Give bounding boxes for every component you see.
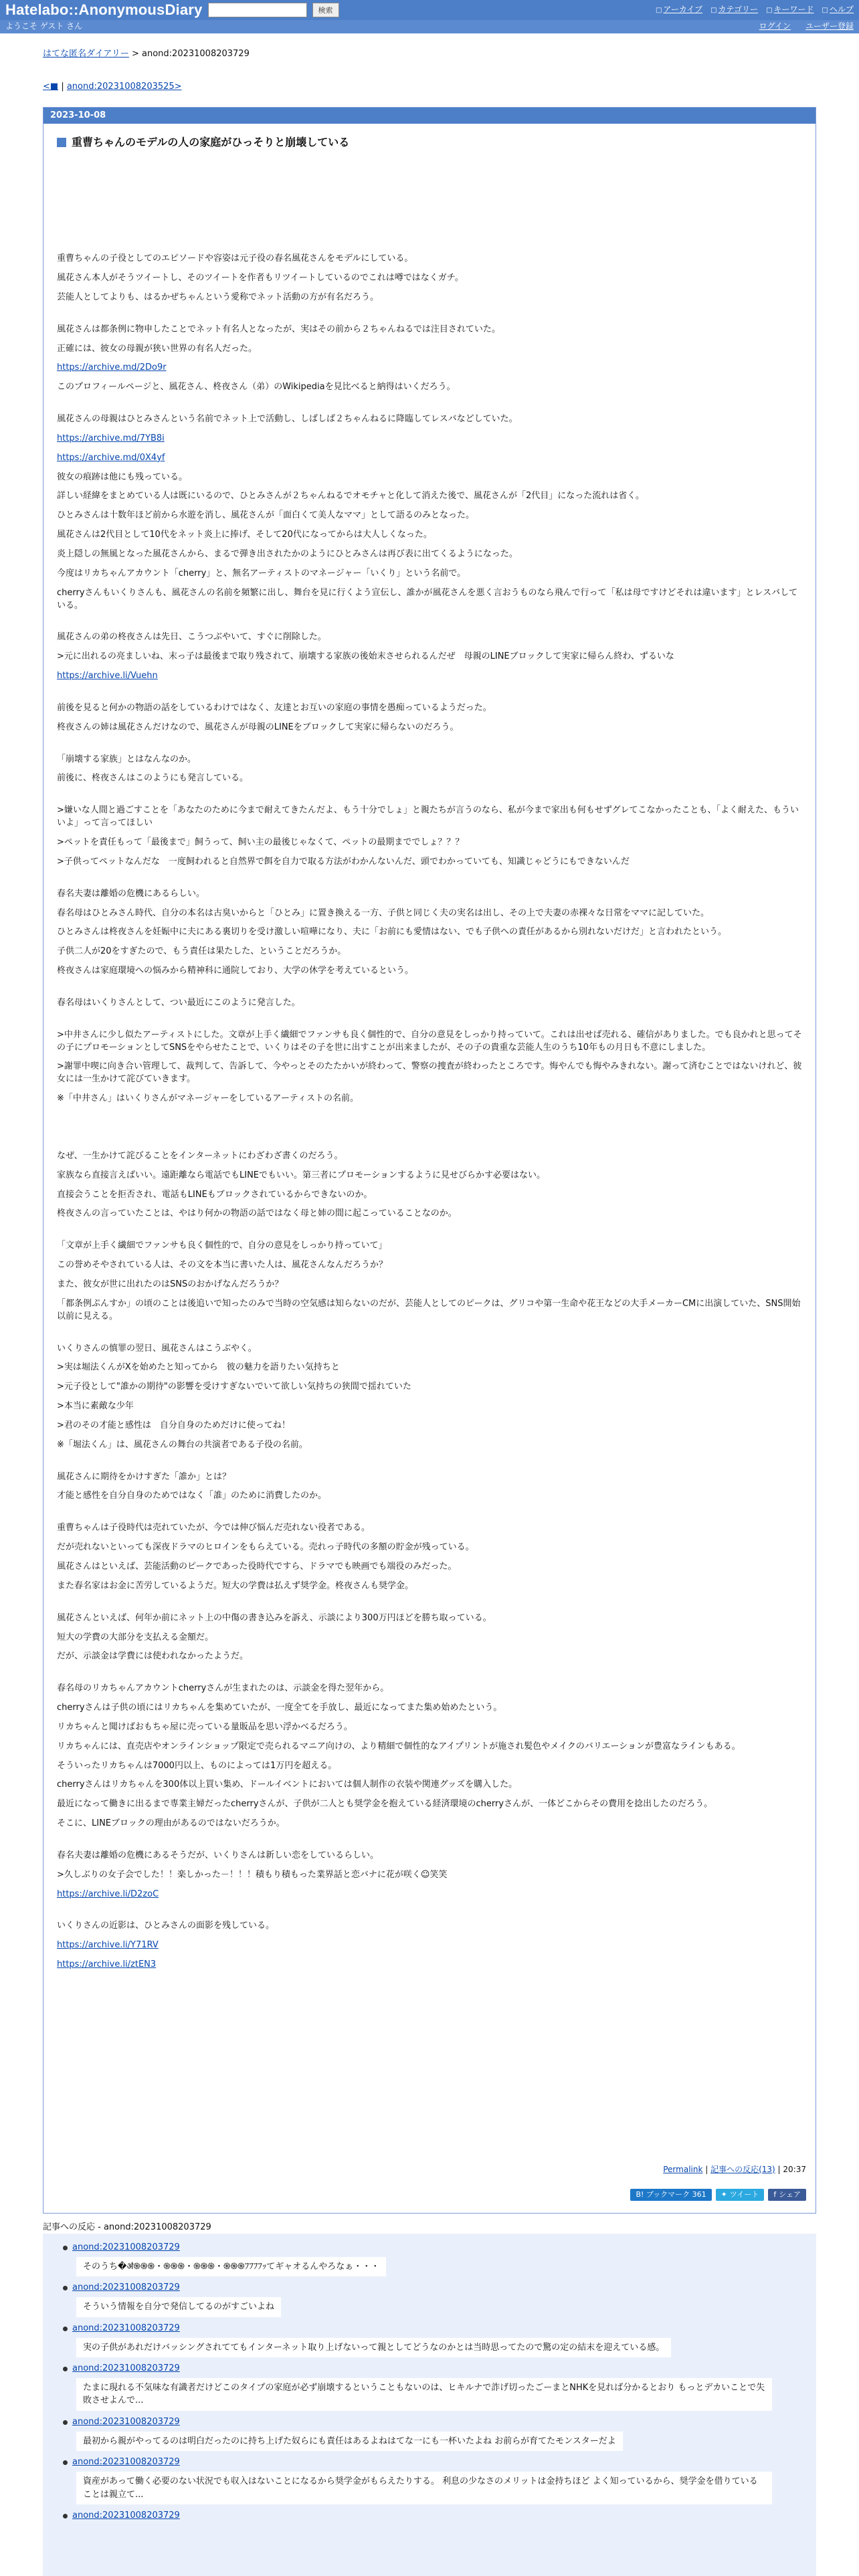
body-line: 春名夫妻は離婚の危機にあるそうだが、いくりさんは新しい恋をしているらしい。 (57, 1850, 379, 1860)
entry-body (57, 253, 802, 1991)
site-logo[interactable]: Hatelabo::AnonymousDiary (5, 1, 203, 19)
welcome-text: ようこそ ゲスト さん (5, 21, 83, 31)
body-line: 前後を見ると何かの物語の話をしているわけではなく、友達とお互いの家庭の事情を愚痴っているようだった。 (57, 702, 492, 713)
response-id-link[interactable]: anond:20231008203729 (72, 2363, 180, 2374)
breadcrumb (43, 48, 859, 61)
footer-separator: | (702, 2164, 711, 2174)
archive-link[interactable]: https://archive.li/Vuehn (57, 671, 158, 681)
paragraph-gap (57, 1459, 802, 1471)
entry-time: 20:37 (783, 2164, 806, 2174)
response-item (72, 2323, 816, 2357)
quote-line: >ペットを責任もって「最後まで」飼うって、飼い主の最後じゃなくて、ペットの最期まででしょ？？？ (57, 837, 464, 847)
body-line: 春名母のリカちゃんアカウントcherryさんが生まれたのは、示談金を得た翌年から。 (57, 1683, 389, 1694)
comments-link[interactable]: 記事への反応(13) (710, 2164, 775, 2174)
top-bar (0, 0, 859, 20)
body-line: 詳しい経緯をまとめている人は既にいるので、ひとみさんが２ちゃんねるでオモチャと化して消えた後で、風花さんが「2代目」になった流れは省く。 (57, 491, 644, 502)
body-line: なぜ、一生かけて詫びることをインターネットにわざわざ書くのだろう。 (57, 1150, 343, 1161)
body-line: ※「中井さん」はいくりさんがマネージャーをしているアーティストの名前。 (57, 1093, 359, 1104)
facebook-share-button[interactable] (768, 2189, 806, 2201)
body-line: 柊夜さんは家庭環境への悩みから精神科に通院しており、大学の休学を考えているという。 (57, 966, 414, 976)
body-line: 春名母はひとみさん時代、自分の本名は古臭いからと「ひとみ」に置き換える一方、子供と同じく夫の実名は出し、その上で夫妻の赤裸々な日常をママに記していた。 (57, 907, 710, 918)
response-excerpt: 実の子供があれだけバッシングされててもインターネット取り上げないって親としてどうなのかとは当時思ってたので驚の定の結末を迎えている感。 (76, 2338, 671, 2358)
body-line: cherryさんはリカちゃんを300体以上買い集め、ドールイベントにおいては個人制作の衣装や関連グッズを購入した。 (57, 1780, 518, 1790)
response-item (72, 2456, 816, 2504)
body-line: いくりさんの慎罪の翌日、風花さんはこうぶやく。 (57, 1343, 257, 1354)
nav-archive[interactable]: □ アーカイブ (656, 4, 702, 16)
body-line: 「文章が上手く繊細でファンサも良く個性的で、自分の意見をしっかり持っていて」 (57, 1241, 387, 1251)
response-id-link[interactable]: anond:20231008203729 (72, 2282, 180, 2293)
response-excerpt: 資産があって働く必要のない状況でも収入はないことになるから奨学金がもらえたりする。 利息の少なさのメリットは金持ちほど よく知っているから、奨学金を借りていることは親立て... (76, 2472, 772, 2504)
archive-link[interactable]: https://archive.li/D2zoC (57, 1889, 159, 1899)
responses-list (43, 2234, 816, 2576)
body-line: ひとみさんは柊夜さんを妊娠中に夫にある裏切りを受け激しい喧嘩になり、夫に「お前にも愛情はない、でも子供への責任があるから別れないだけだ」と言われたという。 (57, 927, 727, 938)
paragraph-gap (57, 1600, 802, 1612)
response-id-link[interactable]: anond:20231008203729 (72, 2416, 180, 2427)
body-line: 風花さんといえば、何年か前にネット上の中傷の書き込みを訴え、示談により300万円ほどを勝ち取っている。 (57, 1612, 492, 1623)
body-line: cherryさんもいくりさんも、風花さんの名前を頻繁に出し、舞台を見に行くよう宣伝し、誰かが風花さんを悪く言おうものなら飛んで行って「私は母ですけどそれは違います」とレスバしている。 (57, 587, 798, 611)
body-line: 重曹ちゃんの子役としてのエピソードや容姿は元子役の春名風花さんをモデルにしている。 (57, 253, 413, 264)
body-line: リカちゃんには、直売店やオンラインショップ限定で売られるマニア向けの、より精細で個性的なアイプリントが施され髪色やメイクのバリエーションが豊富なラインもある。 (57, 1741, 741, 1751)
body-line: 前後に、柊夜さんはこのようにも発言している。 (57, 773, 249, 784)
paragraph-gap (57, 1227, 802, 1240)
response-item (72, 2363, 816, 2411)
paragraph-gap (57, 1138, 802, 1150)
archive-link[interactable]: https://archive.md/7YB8i (57, 433, 165, 443)
top-nav (656, 4, 854, 16)
archive-link[interactable]: https://archive.md/2Do9r (57, 362, 167, 373)
archive-link[interactable]: https://archive.li/ztEN3 (57, 1959, 157, 1970)
quote-line: >久しぶりの女子会でした！！楽しかった－！！！積もり積もった業界話と恋バナに花が咲く☺笑笑 (57, 1869, 448, 1880)
archive-link-line (57, 433, 802, 445)
quote-line: >謝罪中喫に向き合い管理して、裁判して、告訴して、今やっとそのたたかいが終わって、警察の捜査が終わったところです。悔やんでも悔やみきれない。謝って済むことではないけれど、彼女には一生かけて詫びていきます。 (57, 1061, 802, 1085)
quote-line: >嫌いな人間と過ごすことを「あなたのために今まで耐えてきたんだよ、もう十分でしょ」と親たちが言うのなら、私が今まで家出も何もせずグレてこなかったことも、「よく耐えた、もういいよ」って言ってほしい (57, 805, 799, 829)
body-line: 風花さん本人がそうツイートし、そのツイートを作者もリツイートしているのでこれは噂ではなくガチ。 (57, 273, 464, 284)
paragraph-gap (57, 1509, 802, 1522)
paragraph-gap (57, 401, 802, 413)
response-item (72, 2282, 816, 2317)
quote-line: >実は堀法くんがXを始めたと知ってから 彼の魅力を語りたい気持ちと (57, 1362, 340, 1373)
share-label: シェア (779, 2190, 801, 2199)
archive-link-line (57, 670, 802, 683)
entry-footer (663, 2164, 806, 2175)
nav-help[interactable]: □ ヘルプ (822, 4, 854, 16)
paragraph-gap (57, 875, 802, 888)
archive-link-line (57, 362, 802, 374)
quote-line: >中井さんに少し似たアーティストにした。文章が上手く繊細でファンサも良く個性的で、自分の意見をしっかり持っていて。これは出せば売れる、確信がありました。でも良かれと思ってその子にプロモーションとしてSNSをやらせたことで、いくりはその子を世に出すことが出来ましたが、その子の貴重な芸能人生のうち10年もの月日も不意にしました。 (57, 1029, 802, 1053)
body-line: 直接会うことを拒否され、電話もLINEもブロックされているからできないのか。 (57, 1189, 373, 1200)
bird-icon: ✦ (721, 2190, 727, 2199)
body-line: そういったリカちゃんは7000円以上、ものによっては1万円を超える。 (57, 1760, 337, 1771)
archive-link-line (57, 1959, 802, 1971)
body-line: 「崩壊する家族」とはなんなのか。 (57, 754, 197, 764)
body-line: 今度はリカちゃんアカウント「cherry」と、無名アーティストのマネージャー「いくり」という名前で。 (57, 568, 466, 578)
next-link[interactable]: anond:20231008203525> (66, 81, 182, 92)
paragraph-gap (57, 741, 802, 754)
archive-link-line (57, 1939, 802, 1952)
body-line: 風花さんの弟の柊夜さんは先日、こうつぶやいて、すぐに削除した。 (57, 632, 326, 643)
body-line: 重曹ちゃんは子役時代は売れていたが、今では伸び悩んだ売れない役者である。 (57, 1523, 371, 1533)
body-line: ※「堀法くん」は、風花さんの舞台の共演者である子役の名前。 (57, 1439, 308, 1450)
bookmark-button[interactable] (630, 2189, 711, 2201)
response-id-link[interactable]: anond:20231008203729 (72, 2323, 180, 2333)
quote-line: >本当に素敵な少年 (57, 1401, 134, 1412)
body-line: ひとみさんは十数年ほど前から水遊を消し、風花さんが「面白くて美人なママ」として語るのみとなった。 (57, 510, 475, 521)
paragraph-gap (57, 311, 802, 324)
body-line: 家族なら直接言えばいい。遠距離なら電話でもLINEでもいい。第三者にプロモーションするように見せびらかす必要はない。 (57, 1170, 545, 1180)
body-line: 炎上隠しの無風となった風花さんから、まるで弾き出されたかのようにひとみさんは再び表に出てくるようになった。 (57, 549, 518, 559)
tweet-button[interactable] (716, 2189, 765, 2201)
paragraph-gap (57, 1016, 802, 1029)
body-line: いくりさんの近影は、ひとみさんの面影を残している。 (57, 1921, 275, 1931)
body-line: そこに、LINEブロックの理由があるのではないだろうか。 (57, 1818, 285, 1829)
permalink[interactable]: Permalink (663, 2164, 703, 2174)
breadcrumb-separator: > (128, 49, 142, 59)
paragraph-gap (57, 984, 802, 997)
body-line: また、彼女が世に出れたのはSNSのおかげなんだろうか？ (57, 1279, 284, 1289)
search-button[interactable]: 検索 (312, 3, 339, 17)
share-buttons (630, 2189, 806, 2201)
response-excerpt: 最初から親がやってるのは明白だったのに持ち上げた奴らにも責任はあるよねはてな一にも一杯いたよね お前らが育てたモンスターだよ (76, 2432, 623, 2452)
response-excerpt: そういう情報を自分で発信してるのがすごいよね (76, 2297, 281, 2317)
prev-link[interactable]: <■ (43, 81, 59, 92)
body-line: 短大の学費の大部分を支払える金額だ。 (57, 1632, 214, 1642)
body-line: 「都条例ぷんすか」の頃のことは後追いで知ったのみで当時の空気感は知らないのだが、芸能人としてのピークは、グリコや第一生命や花王などの大手メーカーCMに出演していた、SNS開始以前に見える。 (57, 1298, 801, 1321)
archive-link-line (57, 1889, 802, 1901)
body-line: 風花さんは都条例に物申したことでネット有名人となったが、実はその前から２ちゃんねるでは注目されていた。 (57, 324, 500, 334)
nav-category[interactable]: □ カテゴリー (710, 4, 758, 16)
footer-separator-2: | (775, 2164, 783, 2174)
register-link[interactable]: ユーザー登録 (805, 21, 854, 31)
body-line: 風花さんに期待をかけすぎた「誰か」とは？ (57, 1471, 231, 1482)
body-line: 柊夜さんの姉は風花さんだけなので、風花さんが母親のLINEをブロックして実家に帰らないのだろう。 (57, 722, 459, 732)
search-input[interactable] (208, 3, 307, 17)
body-line: 彼女の痕跡は他にも残っている。 (57, 471, 188, 482)
body-line: 柊夜さんの言っていたことは、やはり何かの物語の話ではなく母と姉の間に起こっていることなのか。 (57, 1208, 457, 1219)
body-line: また春名家はお金に苦労しているようだ。短大の学費は払えず奨学金。柊夜さんも奨学金。 (57, 1580, 414, 1591)
response-excerpt: たまに現れる不気味な有識者だけどこのタイプの家庭が必ず崩壊するということもないのは、ヒキルナで詐げ切ったごーまとNHKを見れば分かるとおり もっとデカいことで失敗させよんで... (76, 2378, 772, 2411)
nav-keyword[interactable]: □ キーワード (766, 4, 814, 16)
quote-line: >元に出れるの亮ましいね、末っ子は最後まで取り残されて、崩壊する家族の後始末させられるんだぜ 母親のLINEブロックして実家に帰らん終わ、ずるいな (57, 651, 674, 662)
body-line: 風花さんは2代目として10代をネット炎上に捧げ、そして20代になってからは大人しくなった。 (57, 530, 432, 540)
paragraph-gap (57, 1330, 802, 1343)
response-id-link[interactable]: anond:20231008203729 (72, 2457, 180, 2468)
paragraph-gap (57, 689, 802, 702)
paragraph-gap (57, 1112, 802, 1125)
sub-bar (0, 20, 859, 33)
quote-line: >子供ってペットなんだな 一度飼われると自然界で餌を自力で取る方法がわかんないんだ、頭でわかっていても、知識じゃどうにもできないんだ (57, 856, 630, 867)
body-line: 子供二人が20をすぎたので、もう責任は果たした、ということだろうか。 (57, 946, 347, 957)
paragraph-gap (57, 1670, 802, 1683)
responses-header: 記事への反応 - anond:20231008203729 (43, 2222, 211, 2232)
body-line: このプロフィールページと、風花さん、柊夜さん（弟）のWikipediaを見比べると納得はいくだろう。 (57, 382, 456, 393)
body-line: 芸能人としてよりも、はるかぜちゃんという愛称でネット活動の方が有名だろう。 (57, 292, 379, 302)
bookmark-label: B! ブックマーク 361 (636, 2190, 706, 2199)
entry-title (57, 134, 816, 150)
body-line: この誉めそやされている人は、その文を本当に書いた人は、風花さんなんだろうか？ (57, 1260, 388, 1271)
response-item (72, 2416, 816, 2451)
prev-next-separator: | (58, 81, 67, 92)
response-id-link[interactable]: anond:20231008203729 (72, 2510, 180, 2521)
spacer (57, 1125, 802, 1138)
body-line: だが、示談金は学費には使われなかったようだ。 (57, 1651, 249, 1662)
paragraph-gap (57, 619, 802, 631)
response-id-link[interactable]: anond:20231008203729 (72, 2242, 180, 2252)
entry-date: 2023-10-08 (43, 108, 816, 124)
prev-next-nav (43, 81, 859, 94)
quote-line: >元子役として"誰かの期待"の影響を受けすぎないでいて欲しい気持ちの狭間で揺れていた (57, 1382, 411, 1392)
facebook-icon: f (773, 2190, 777, 2199)
body-line: 春名夫妻は離婚の危機にあるらしい。 (57, 888, 205, 899)
archive-link[interactable]: https://archive.li/Y71RV (57, 1940, 159, 1951)
login-link[interactable]: ログイン (759, 21, 791, 31)
body-line: 風花さんの母親はひとみさんという名前でネット上で活動し、しばしば２ちゃんねるに降臨してレスバなどしていた。 (57, 414, 518, 425)
body-line: 春名母はいくりさんとして、つい最近にこのように発言した。 (57, 997, 300, 1008)
body-line: だが売れないといっても深夜ドラマのヒロインをもらえている。売れっ子時代の多額の貯金が残っている。 (57, 1542, 474, 1553)
body-line: cherryさんは子供の頃にはリカちゃんを集めていたが、一度全てを手放し、最近になってまた集め始めたという。 (57, 1703, 502, 1713)
paragraph-gap (57, 1978, 802, 1991)
body-line: 風花さんはといえば、芸能活動のピークであった役時代ですら、ドラマでも映画でも端役のみだった。 (57, 1561, 457, 1572)
response-item (72, 2242, 816, 2276)
paragraph-gap (57, 1907, 802, 1920)
archive-link-line (57, 452, 802, 465)
paragraph-gap (57, 1837, 802, 1850)
body-line: 最近になって働きに出るまで専業主婦だったcherryさんが、子供が二人とも奨学金を抱えている経済環境のcherryさんが、一体どこからその費用を捻出したのだろう。 (57, 1799, 713, 1810)
body-line: 正確には、彼女の母親が狭い世界の有名人だった。 (57, 343, 258, 354)
title-square-icon (57, 138, 66, 147)
response-item (72, 2510, 816, 2523)
archive-link[interactable]: https://archive.md/0X4yf (57, 452, 165, 463)
body-line: リカちゃんと聞けばおもちゃ屋に売っている量販品を思い浮かべるだろう。 (57, 1721, 353, 1732)
paragraph-gap (57, 792, 802, 804)
entry-title-text: 重曹ちゃんのモデルの人の家庭がひっそりと崩壊している (72, 136, 350, 148)
breadcrumb-home[interactable]: はてな匿名ダイアリー (43, 49, 129, 59)
tweet-label: ツイート (729, 2190, 759, 2199)
response-excerpt: そのうち�ॳ֍֍֍・֍֍֍・֍֍֍・֍֍֍ﾌﾌﾌﾌｯてギャオるんやろなぁ・・・ (76, 2257, 386, 2277)
entry-section (43, 107, 816, 2214)
quote-line: >君のその才能と感性は 自分自身のためだけに使ってね！ (57, 1420, 290, 1430)
breadcrumb-current: anond:20231008203729 (142, 49, 250, 59)
body-line: 才能と感性を自分自身のためではなく「誰」のために消費したのか。 (57, 1491, 327, 1501)
